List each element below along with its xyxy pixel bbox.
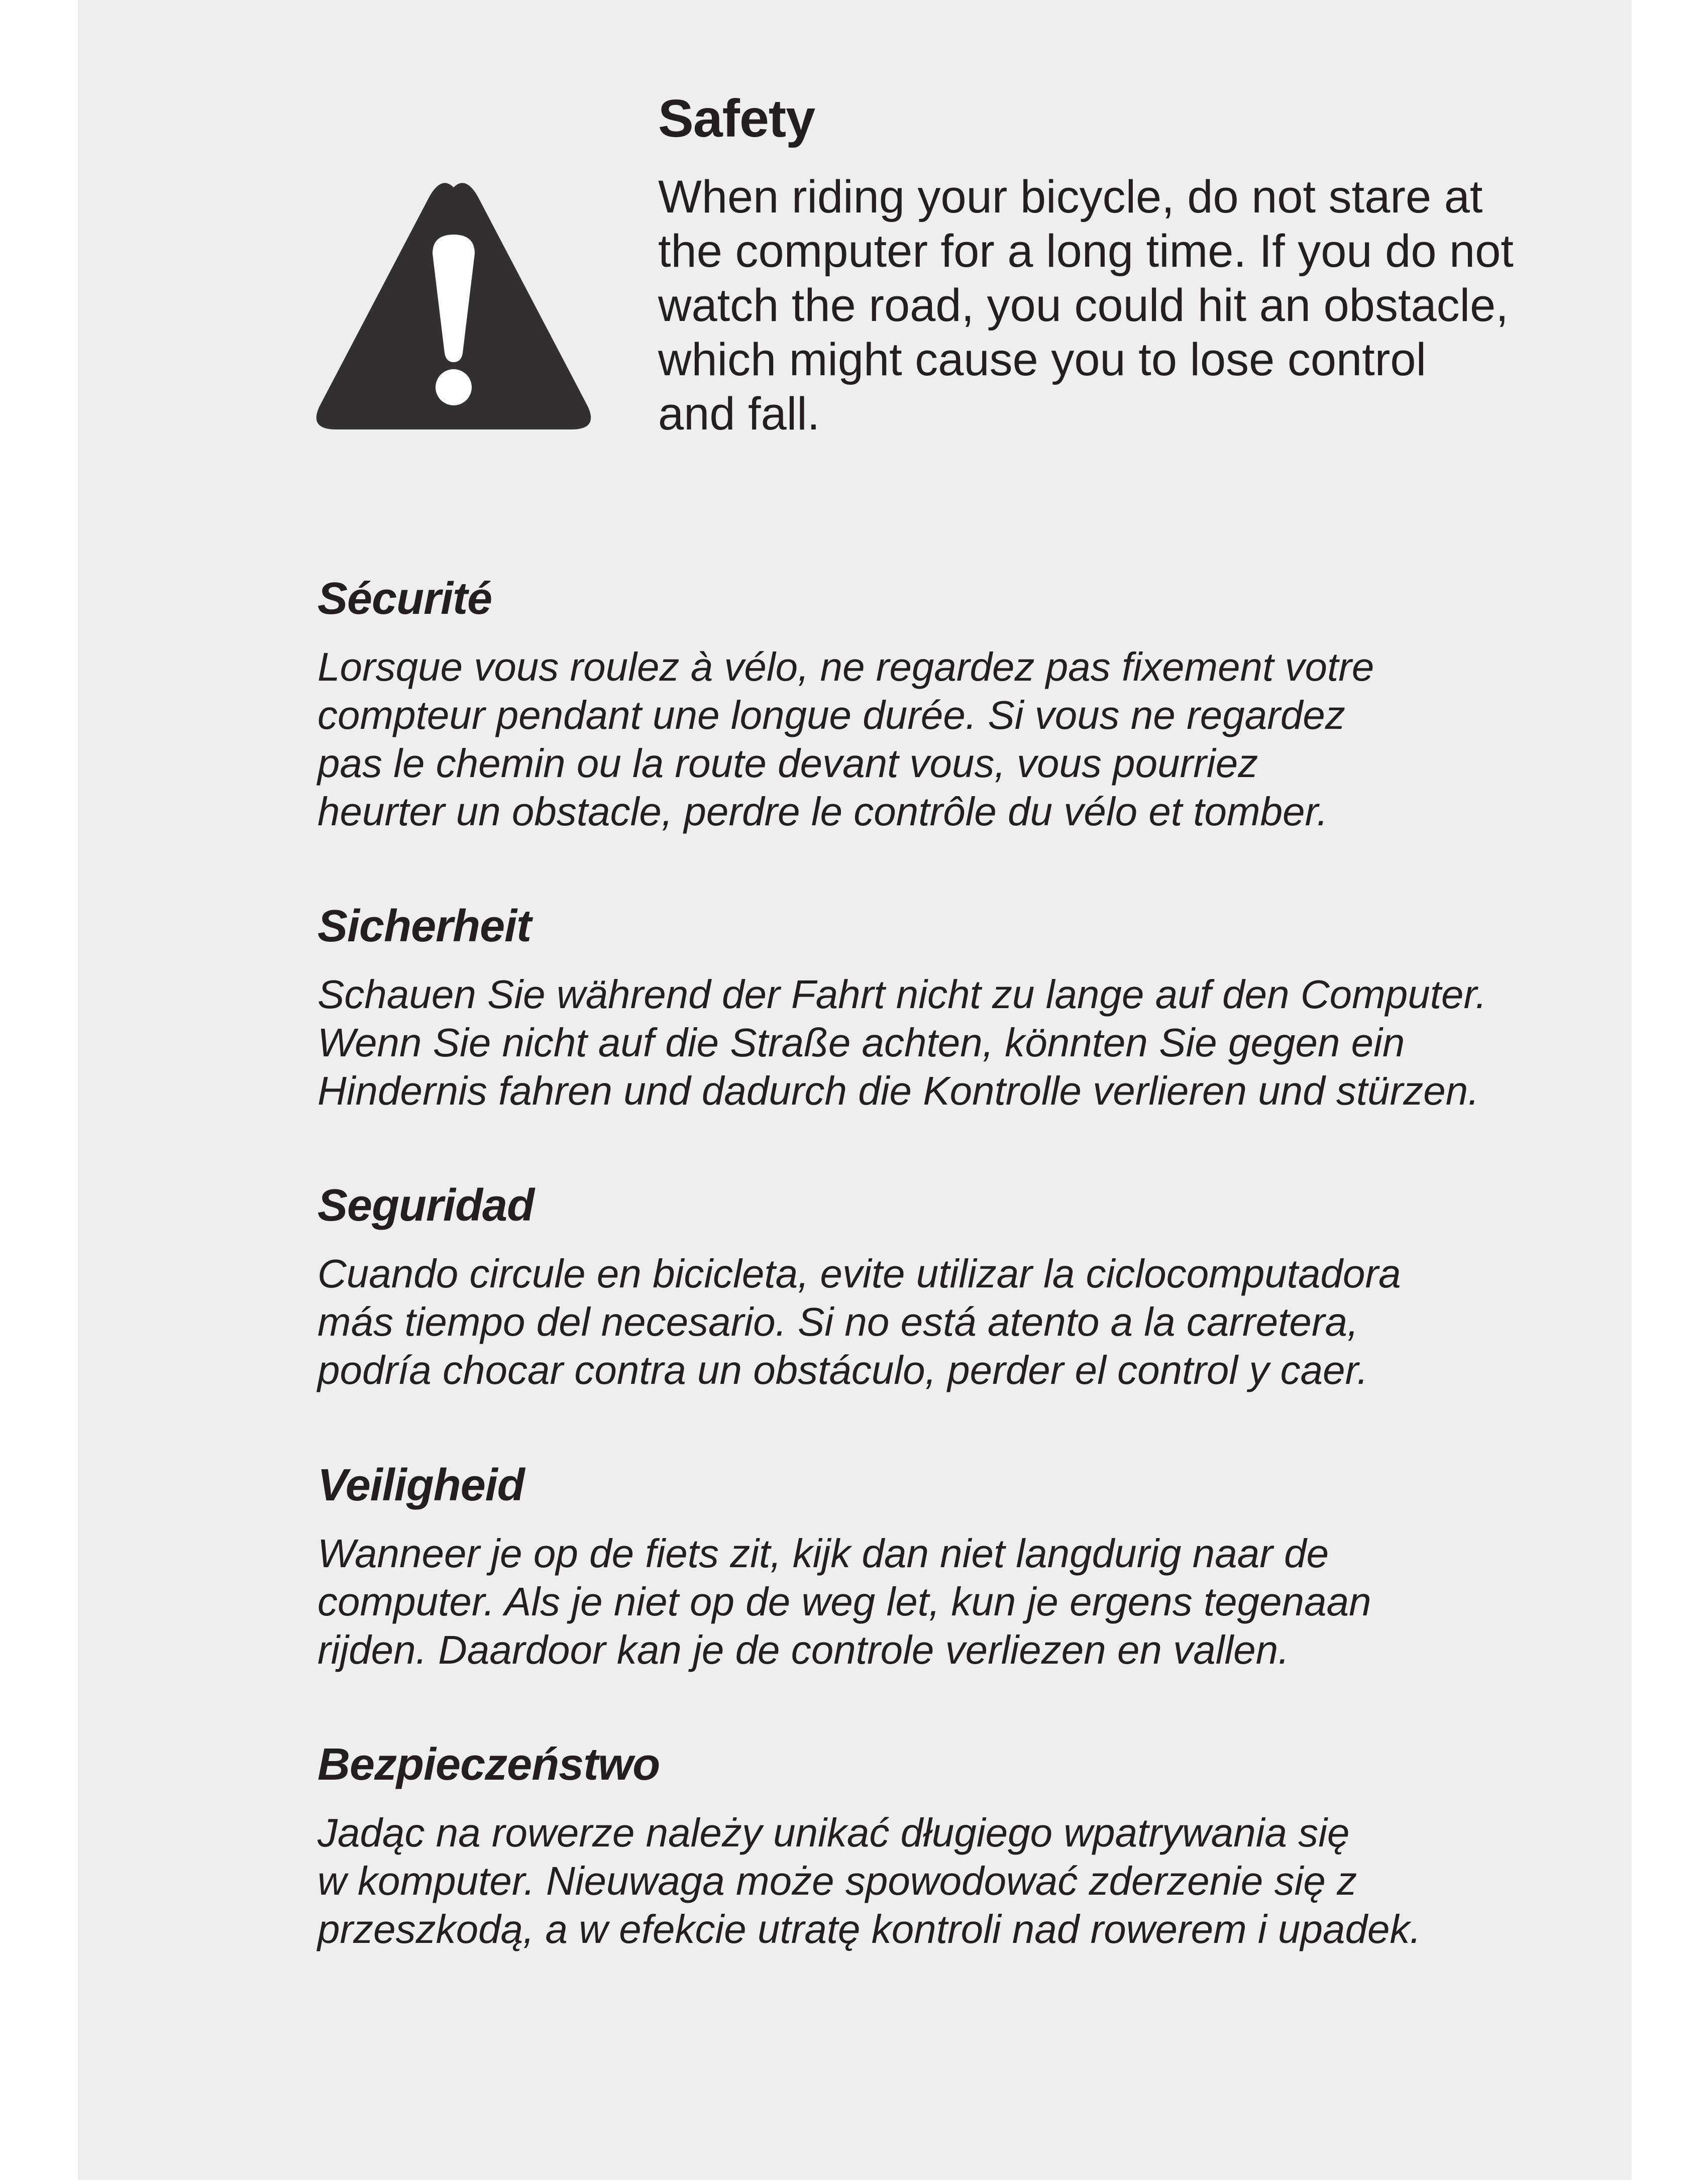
warning-triangle-icon [314,178,593,432]
section-body: Jadąc na rowerze należy unikać długiego wpatrywania się w komputer. Nieuwaga może spowodować zderzenie się z przeszkodą, a w efekcie utratę kontroli nad rowerem i upadek. [317,1810,1421,1951]
section-body: Schauen Sie während der Fahrt nicht zu lange auf den Computer. Wenn Sie nicht auf die Straße achten, könnten Sie gegen ein Hindernis fahren und dadurch die Kontrolle verlieren und stürzen. [317,972,1487,1113]
safety-body: When riding your bicycle, do not stare at the computer for a long time. If you do not watch the road, you could hit an obstacle, which might cause you to lose control and fall. [658,171,1514,440]
section-french [317,574,1604,836]
manual-page [78,0,1632,2180]
section-dutch [317,1461,1604,1674]
section-title: Sécurité [317,574,492,624]
section-title: Seguridad [317,1180,535,1231]
section-title: Veiligheid [317,1460,524,1510]
section-title: Sicherheit [317,901,531,951]
section-body: Lorsque vous roulez à vélo, ne regardez pas fixement votre compteur pendant une longue durée. Si vous ne regardez pas le chemin ou la route devant vous, vous pourriez heurter un obstacle, perdre le contrôle du vélo et tomber. [317,644,1374,834]
section-german [317,902,1604,1115]
safety-title: Safety [658,89,815,148]
section-body: Wanneer je op de fiets zit, kijk dan niet langdurig naar de computer. Als je niet op de weg let, kun je ergens tegenaan rijden. Daardoor kan je de controle verliezen en vallen. [317,1531,1371,1672]
section-spanish [317,1181,1604,1394]
section-polish [317,1740,1604,1953]
section-title: Bezpieczeństwo [317,1739,660,1790]
section-body: Cuando circule en bicicleta, evite utilizar la ciclocomputadora más tiempo del necesario. Si no está atento a la carretera, podría chocar contra un obstáculo, perder el control y caer. [317,1251,1401,1392]
